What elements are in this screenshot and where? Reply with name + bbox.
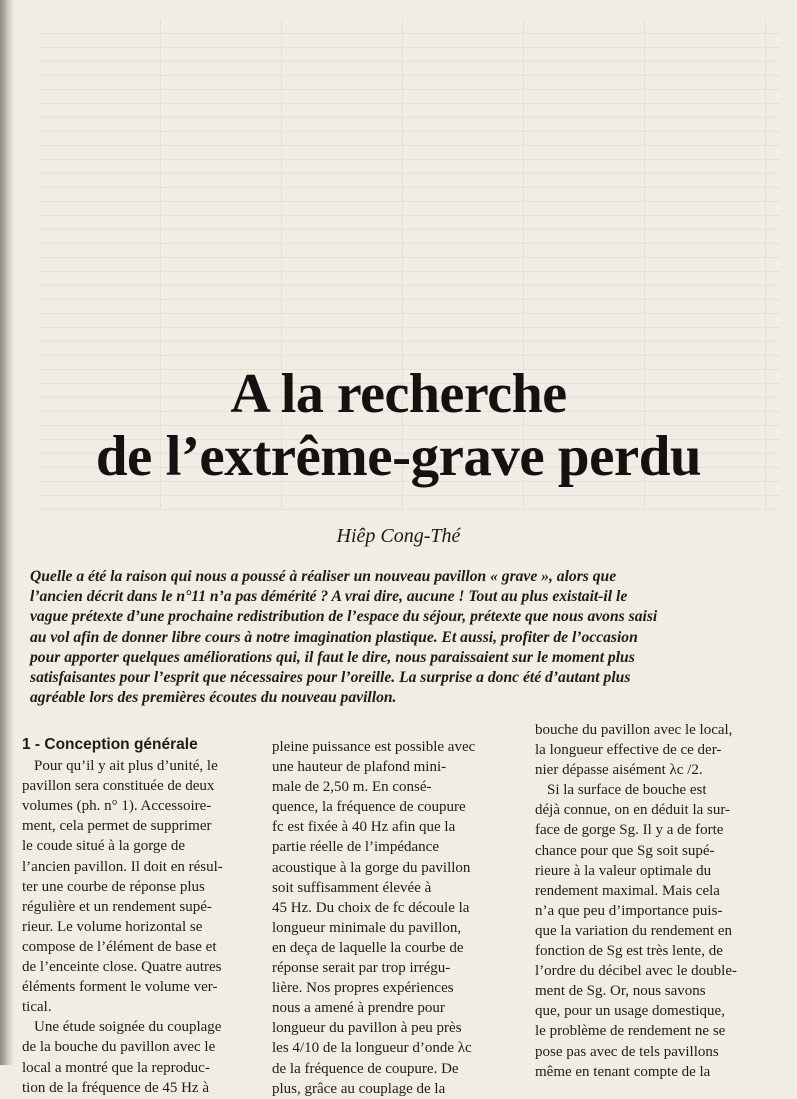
text-column-2	[272, 737, 510, 1099]
col3-line: bouche du pavillon avec le local,	[535, 722, 733, 738]
col3-line: pose pas avec de tels pavillons	[535, 1043, 719, 1060]
col3-line: face de gorge Sg. Il y a de forte	[535, 822, 724, 839]
lead-line: vague prétexte d’une prochaine redistribution de l’espace du séjour, prétexte que nous avons saisi	[30, 608, 658, 626]
col1-line: de la bouche du pavillon avec le	[22, 1039, 216, 1056]
col1-line: ter une courbe de réponse plus	[22, 878, 205, 895]
lead-line: pour apporter quelques améliorations qui, il faut le dire, nous paraissaient sur le moment plus	[30, 648, 635, 666]
col3-line: le problème de rendement ne se	[535, 1023, 726, 1040]
col3-line: que la variation du rendement en	[535, 922, 733, 939]
col2-line: réponse serait par trop irrégu-	[272, 960, 451, 977]
section-heading: 1 - Conception générale	[22, 736, 198, 753]
col3-line: nier dépasse aisément λc /2.	[535, 762, 703, 779]
article-title-line-1: A la recherche	[230, 363, 567, 425]
lead-line: l’ancien décrit dans le n°11 n’a pas démérité ? A vrai dire, aucune ! Tout au plus existait-il le	[30, 588, 628, 606]
col1-line: local a montré que la reproduc-	[22, 1059, 210, 1076]
col1-line: Une étude soignée du couplage	[34, 1019, 222, 1036]
col3-line: même en tenant compte de la	[535, 1063, 711, 1080]
col2-line: male de 2,50 m. En consé-	[272, 779, 432, 796]
col2-line: pleine puissance est possible avec	[272, 739, 476, 755]
col2-line: partie réelle de l’impédance	[272, 839, 439, 856]
col1-line: éléments forment le volume ver-	[22, 979, 218, 996]
col3-line: rendement maximal. Mais cela	[535, 882, 720, 899]
col2-line: quence, la fréquence de coupure	[272, 799, 466, 816]
lead-line: Quelle a été la raison qui nous a poussé à réaliser un nouveau pavillon « grave », alors que	[30, 568, 617, 585]
col1-line: tion de la fréquence de 45 Hz à	[22, 1079, 209, 1096]
col2-line: plus, grâce au couplage de la	[272, 1080, 446, 1097]
col3-line: fonction de Sg est très lente, de	[535, 943, 723, 960]
col1-line: l’ancien pavillon. Il doit en résul-	[22, 858, 223, 875]
col2-line: 45 Hz. Du choix de fc découle la	[272, 899, 470, 916]
col1-line: compose de l’élément de base et	[22, 938, 217, 955]
col1-line: ment, cela permet de supprimer	[22, 818, 212, 835]
col3-line: n’a que peu d’importance puis-	[535, 902, 723, 919]
article-lead-paragraph	[30, 567, 774, 708]
col1-line: volumes (ph. n° 1). Accessoire-	[22, 798, 212, 815]
col2-line: les 4/10 de la longueur d’onde λc	[272, 1040, 472, 1057]
col2-line: nous a amené à prendre pour	[272, 1000, 445, 1017]
col3-line: Si la surface de bouche est	[547, 782, 707, 799]
lead-line: agréable lors des premières écoutes du nouveau pavillon.	[30, 689, 397, 707]
text-column-3	[535, 720, 777, 1082]
col2-line: longueur du pavillon à peu près	[272, 1020, 462, 1037]
col2-line: de la fréquence de coupure. De	[272, 1060, 459, 1077]
col2-line: acoustique à la gorge du pavillon	[272, 859, 471, 876]
col2-line: une hauteur de plafond mini-	[272, 759, 447, 776]
col1-line: rieur. Le volume horizontal se	[22, 918, 203, 935]
col1-line: pavillon sera constituée de deux	[22, 778, 215, 795]
article-title-line-2: de l’extrême-grave perdu	[95, 425, 702, 488]
col1-line: régulière et un rendement supé-	[22, 898, 212, 915]
col2-line: soit suffisamment élevée à	[272, 879, 432, 896]
text-column-1	[22, 735, 252, 1098]
col3-line: la longueur effective de ce der-	[535, 742, 722, 759]
col2-line: fc est fixée à 40 Hz afin que la	[272, 819, 456, 836]
col3-line: l’ordre du décibel avec le double-	[535, 963, 737, 980]
col3-line: déjà connue, on en déduit la sur-	[535, 802, 731, 819]
lead-line: satisfaisantes pour l’esprit que nécessaires pour l’oreille. La surprise a donc été d’autant plus	[30, 669, 631, 687]
lead-line: au vol afin de donner libre cours à notre imagination plastique. Et aussi, profiter de l’occasion	[30, 628, 638, 646]
col1-line: tical.	[22, 999, 52, 1016]
col1-line: le coude situé à la gorge de	[22, 838, 185, 855]
col2-line: longueur minimale du pavillon,	[272, 919, 462, 936]
col1-line: Pour qu’il y ait plus d’unité, le	[34, 758, 218, 775]
col3-line: ment de Sg. Or, nous savons	[535, 983, 706, 1000]
col3-line: rieure à la valeur optimale du	[535, 862, 712, 879]
col1-line: de l’enceinte close. Quatre autres	[22, 959, 222, 976]
article-author: Hiêp Cong-Thé	[336, 525, 461, 547]
col3-line: que, pour un usage domestique,	[535, 1003, 725, 1020]
col2-line: lière. Nos propres expériences	[272, 980, 454, 997]
col3-line: chance pour que Sg soit supé-	[535, 842, 715, 859]
col2-line: en deça de laquelle la courbe de	[272, 939, 464, 956]
